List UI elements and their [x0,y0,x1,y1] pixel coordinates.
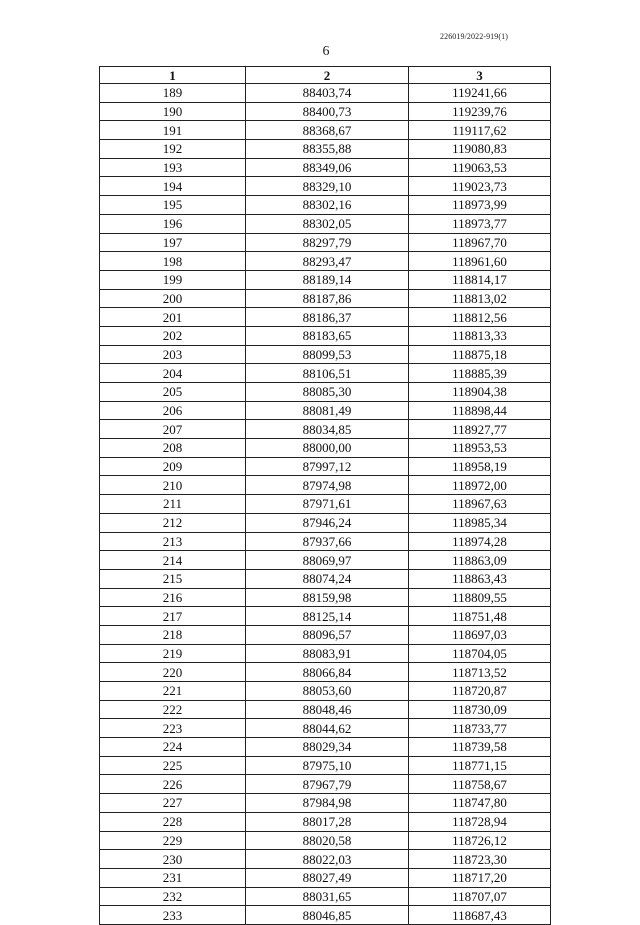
y-coordinate-cell: 118687,43 [409,906,551,925]
x-coordinate-cell: 87997,12 [246,457,409,476]
table-row [100,887,551,906]
x-coordinate-cell: 88029,34 [246,738,409,757]
point-number-cell: 191 [100,121,246,140]
y-coordinate-cell: 118713,52 [409,663,551,682]
x-coordinate-cell: 87971,61 [246,495,409,514]
y-coordinate-cell: 119080,83 [409,140,551,159]
point-number-cell: 227 [100,794,246,813]
x-coordinate-cell: 88159,98 [246,588,409,607]
x-coordinate-cell: 88368,67 [246,121,409,140]
table-row [100,625,551,644]
column-header-y-coordinate: 3 [409,67,551,84]
table-row [100,140,551,159]
table-row [100,345,551,364]
document-number: 226019/2022-919(1) [440,32,509,41]
point-number-cell: 200 [100,289,246,308]
x-coordinate-cell: 88293,47 [246,252,409,271]
x-coordinate-cell: 88017,28 [246,812,409,831]
point-number-cell: 197 [100,233,246,252]
table-row [100,457,551,476]
x-coordinate-cell: 88099,53 [246,345,409,364]
x-coordinate-cell: 88125,14 [246,607,409,626]
x-coordinate-cell: 87974,98 [246,476,409,495]
table-row [100,906,551,925]
table-header-row [100,67,551,84]
point-number-cell: 201 [100,308,246,327]
table-row [100,326,551,345]
table-row [100,682,551,701]
y-coordinate-cell: 119241,66 [409,84,551,103]
point-number-cell: 189 [100,84,246,103]
table-row [100,812,551,831]
y-coordinate-cell: 118814,17 [409,270,551,289]
point-number-cell: 217 [100,607,246,626]
x-coordinate-cell: 88186,37 [246,308,409,327]
column-header-point-number: 1 [100,67,246,84]
x-coordinate-cell: 88302,16 [246,196,409,215]
table-row [100,308,551,327]
y-coordinate-cell: 118704,05 [409,644,551,663]
y-coordinate-cell: 118771,15 [409,756,551,775]
y-coordinate-cell: 118985,34 [409,513,551,532]
point-number-cell: 205 [100,383,246,402]
table-row [100,551,551,570]
coordinates-table [99,66,551,925]
y-coordinate-cell: 118898,44 [409,401,551,420]
point-number-cell: 228 [100,812,246,831]
point-number-cell: 216 [100,588,246,607]
table-row [100,868,551,887]
x-coordinate-cell: 88355,88 [246,140,409,159]
point-number-cell: 206 [100,401,246,420]
point-number-cell: 218 [100,625,246,644]
x-coordinate-cell: 88053,60 [246,682,409,701]
y-coordinate-cell: 118813,33 [409,326,551,345]
table-row [100,513,551,532]
table-row [100,663,551,682]
point-number-cell: 223 [100,719,246,738]
y-coordinate-cell: 119117,62 [409,121,551,140]
point-number-cell: 221 [100,682,246,701]
point-number-cell: 208 [100,439,246,458]
table-row [100,794,551,813]
point-number-cell: 225 [100,756,246,775]
table-row [100,84,551,103]
x-coordinate-cell: 88085,30 [246,383,409,402]
y-coordinate-cell: 118717,20 [409,868,551,887]
page-number: 6 [322,44,330,59]
y-coordinate-cell: 118961,60 [409,252,551,271]
y-coordinate-cell: 118723,30 [409,850,551,869]
point-number-cell: 219 [100,644,246,663]
point-number-cell: 199 [100,270,246,289]
table-row [100,756,551,775]
y-coordinate-cell: 118813,02 [409,289,551,308]
y-coordinate-cell: 118739,58 [409,738,551,757]
x-coordinate-cell: 88187,86 [246,289,409,308]
x-coordinate-cell: 88349,06 [246,158,409,177]
x-coordinate-cell: 88048,46 [246,700,409,719]
table-row [100,738,551,757]
y-coordinate-cell: 118726,12 [409,831,551,850]
table-row [100,495,551,514]
table-row [100,158,551,177]
point-number-cell: 214 [100,551,246,570]
x-coordinate-cell: 88106,51 [246,364,409,383]
y-coordinate-cell: 118720,87 [409,682,551,701]
point-number-cell: 231 [100,868,246,887]
y-coordinate-cell: 118885,39 [409,364,551,383]
y-coordinate-cell: 118967,70 [409,233,551,252]
table-row [100,196,551,215]
table-row [100,476,551,495]
x-coordinate-cell: 88083,91 [246,644,409,663]
point-number-cell: 220 [100,663,246,682]
x-coordinate-cell: 88046,85 [246,906,409,925]
x-coordinate-cell: 87946,24 [246,513,409,532]
point-number-cell: 211 [100,495,246,514]
x-coordinate-cell: 88027,49 [246,868,409,887]
table-row [100,270,551,289]
point-number-cell: 198 [100,252,246,271]
table-body [100,84,551,925]
table-row [100,569,551,588]
x-coordinate-cell: 88297,79 [246,233,409,252]
x-coordinate-cell: 88034,85 [246,420,409,439]
point-number-cell: 195 [100,196,246,215]
x-coordinate-cell: 88096,57 [246,625,409,644]
table-row [100,177,551,196]
y-coordinate-cell: 118730,09 [409,700,551,719]
y-coordinate-cell: 118972,00 [409,476,551,495]
x-coordinate-cell: 88022,03 [246,850,409,869]
point-number-cell: 224 [100,738,246,757]
x-coordinate-cell: 88020,58 [246,831,409,850]
point-number-cell: 210 [100,476,246,495]
x-coordinate-cell: 87967,79 [246,775,409,794]
table-row [100,850,551,869]
x-coordinate-cell: 87937,66 [246,532,409,551]
table-row [100,588,551,607]
y-coordinate-cell: 118758,67 [409,775,551,794]
y-coordinate-cell: 119063,53 [409,158,551,177]
table-row [100,644,551,663]
y-coordinate-cell: 119023,73 [409,177,551,196]
table-row [100,420,551,439]
x-coordinate-cell: 88302,05 [246,214,409,233]
x-coordinate-cell: 88081,49 [246,401,409,420]
x-coordinate-cell: 88329,10 [246,177,409,196]
y-coordinate-cell: 118953,53 [409,439,551,458]
point-number-cell: 193 [100,158,246,177]
point-number-cell: 226 [100,775,246,794]
x-coordinate-cell: 88066,84 [246,663,409,682]
table-row [100,401,551,420]
table-row [100,439,551,458]
y-coordinate-cell: 118733,77 [409,719,551,738]
y-coordinate-cell: 118707,07 [409,887,551,906]
table-row [100,121,551,140]
y-coordinate-cell: 118747,80 [409,794,551,813]
y-coordinate-cell: 118904,38 [409,383,551,402]
x-coordinate-cell: 88074,24 [246,569,409,588]
table-row [100,364,551,383]
point-number-cell: 194 [100,177,246,196]
x-coordinate-cell: 87975,10 [246,756,409,775]
point-number-cell: 209 [100,457,246,476]
point-number-cell: 204 [100,364,246,383]
point-number-cell: 192 [100,140,246,159]
y-coordinate-cell: 118927,77 [409,420,551,439]
table-row [100,700,551,719]
x-coordinate-cell: 88000,00 [246,439,409,458]
y-coordinate-cell: 118863,43 [409,569,551,588]
x-coordinate-cell: 88069,97 [246,551,409,570]
y-coordinate-cell: 118974,28 [409,532,551,551]
y-coordinate-cell: 118751,48 [409,607,551,626]
x-coordinate-cell: 87984,98 [246,794,409,813]
table-row [100,532,551,551]
x-coordinate-cell: 88189,14 [246,270,409,289]
x-coordinate-cell: 88183,65 [246,326,409,345]
point-number-cell: 202 [100,326,246,345]
x-coordinate-cell: 88400,73 [246,102,409,121]
point-number-cell: 196 [100,214,246,233]
point-number-cell: 215 [100,569,246,588]
table-row [100,719,551,738]
table-row [100,289,551,308]
point-number-cell: 203 [100,345,246,364]
table-row [100,607,551,626]
table-row [100,775,551,794]
table-row [100,252,551,271]
x-coordinate-cell: 88031,65 [246,887,409,906]
y-coordinate-cell: 119239,76 [409,102,551,121]
y-coordinate-cell: 118728,94 [409,812,551,831]
x-coordinate-cell: 88044,62 [246,719,409,738]
point-number-cell: 212 [100,513,246,532]
point-number-cell: 232 [100,887,246,906]
y-coordinate-cell: 118967,63 [409,495,551,514]
table-row [100,214,551,233]
y-coordinate-cell: 118875,18 [409,345,551,364]
point-number-cell: 229 [100,831,246,850]
column-header-x-coordinate: 2 [246,67,409,84]
table-row [100,233,551,252]
point-number-cell: 230 [100,850,246,869]
y-coordinate-cell: 118958,19 [409,457,551,476]
y-coordinate-cell: 118697,03 [409,625,551,644]
table-row [100,831,551,850]
y-coordinate-cell: 118809,55 [409,588,551,607]
y-coordinate-cell: 118812,56 [409,308,551,327]
point-number-cell: 207 [100,420,246,439]
table-row [100,383,551,402]
table-row [100,102,551,121]
point-number-cell: 222 [100,700,246,719]
y-coordinate-cell: 118863,09 [409,551,551,570]
y-coordinate-cell: 118973,99 [409,196,551,215]
y-coordinate-cell: 118973,77 [409,214,551,233]
point-number-cell: 233 [100,906,246,925]
point-number-cell: 213 [100,532,246,551]
point-number-cell: 190 [100,102,246,121]
x-coordinate-cell: 88403,74 [246,84,409,103]
